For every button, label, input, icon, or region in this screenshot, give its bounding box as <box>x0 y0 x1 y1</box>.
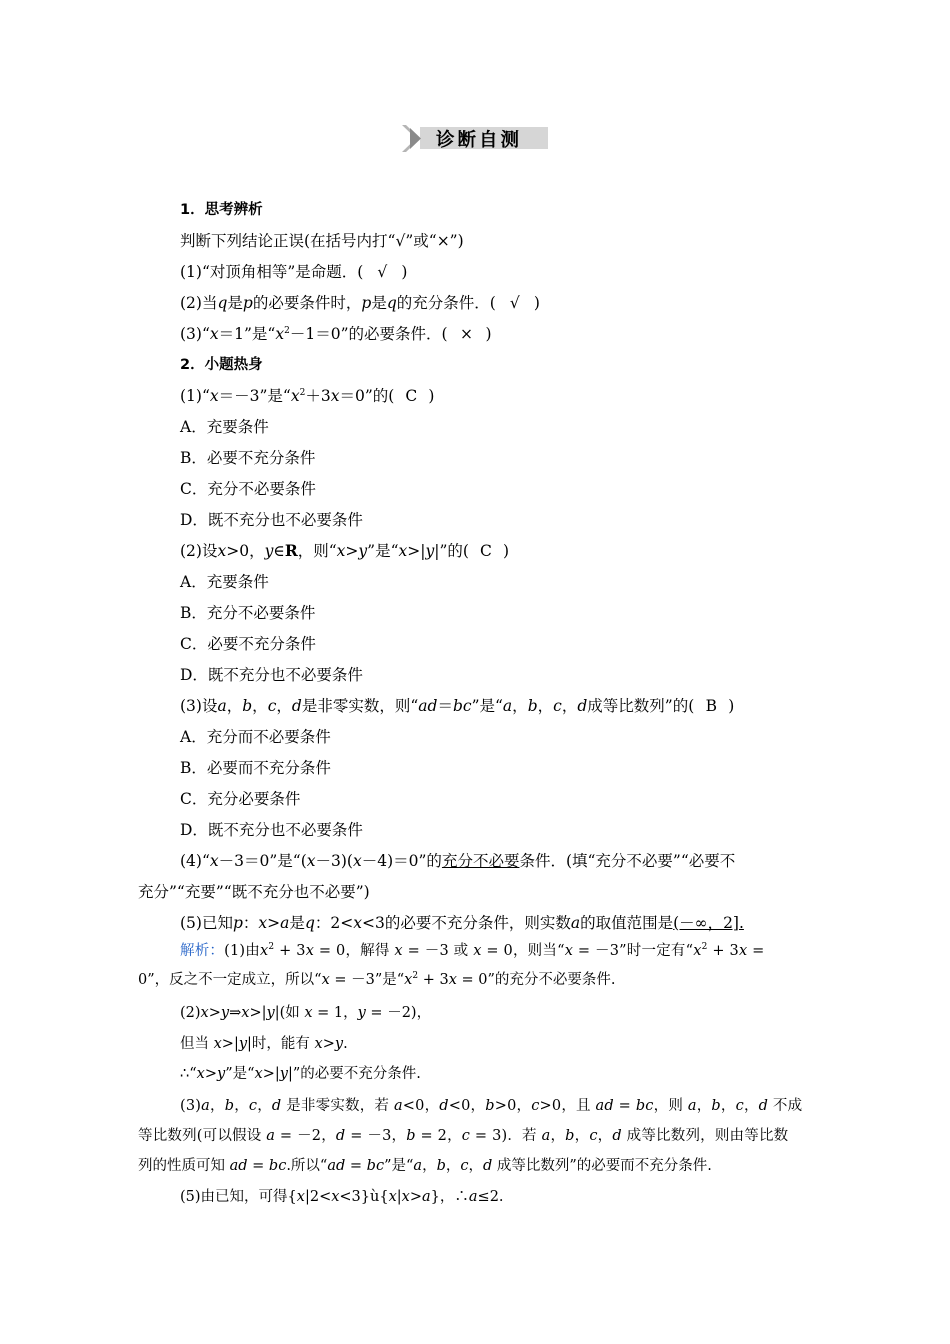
option: B．必要而不充分条件 <box>180 759 331 777</box>
option: C．充分必要条件 <box>180 790 301 808</box>
section-banner <box>402 125 548 152</box>
answer-choice: C <box>405 387 418 405</box>
section-1-heading: 1．思考辨析 <box>180 202 263 218</box>
solution-line-7: 等比数列(可以假设 a = －2，d = －3，b = 2，c = 3)．若 a，b，c，d 成等比数列，则由等比数 <box>138 1128 789 1144</box>
option: C．充分不必要条件 <box>180 480 316 498</box>
solution-line-2: 0”，反之不一定成立，所以“x = －3”是“$x^2 + 3x = 0$”的充分不必要条件. <box>138 971 616 988</box>
option: B．充分不必要条件 <box>180 604 316 622</box>
answer-choice: C <box>480 542 492 560</box>
answer-mark: √ <box>509 294 520 312</box>
problem-2: (2)设x>0，y∈R，则“x>y”是“x>|y|”的( C ) <box>180 541 510 560</box>
solution-line-6: (3)a，b，c，d 是非零实数，若 a<0，d<0，b>0，c>0，且 ad = bc，则 a，b，c，d 不成 <box>180 1098 803 1114</box>
problem-4: (4)“x－3＝0”是“(x－3)(x－4)＝0”的充分不必要条件．(填“充分不必要”“必要不 <box>180 852 736 870</box>
judge-item-1: (1)“对顶角相等”是命题．( √ ) <box>180 263 408 281</box>
solution-line-8: 列的性质可知 ad = bc.所以“ad = bc”是“a，b，c，d 成等比数列”的必要而不充分条件. <box>138 1158 712 1174</box>
solution-line-5: ∴“x>y”是“x>|y|”的必要不充分条件. <box>180 1066 421 1082</box>
judge-item-2: (2)当q是p的必要条件时，p是q的充分条件．( √ ) <box>180 294 540 312</box>
answer-mark: √ <box>377 263 388 281</box>
option: A．充要条件 <box>180 573 269 591</box>
option: D．既不充分也不必要条件 <box>180 821 363 839</box>
judge-item-3: (3)“x＝1”是“$x^2-1=0$”的必要条件．( × ) <box>180 325 492 343</box>
problem-1: (1)“x＝－3”是“$x^2+3x=0$”的( C ) <box>180 387 435 405</box>
solution-line-3: (2)x>y⇒x>|y|(如 x = 1，y = －2)， <box>180 1005 432 1021</box>
problem-5: (5)已知p：x>a是q：2<x<3的必要不充分条件，则实数a的取值范围是(－∞，2]. <box>180 914 744 932</box>
problem-3: (3)设a，b，c，d是非零实数，则“ad＝bc”是“a，b，c，d成等比数列”的( B ) <box>180 697 735 715</box>
option: A．充要条件 <box>180 418 269 436</box>
option: C．必要不充分条件 <box>180 635 316 653</box>
option: D．既不充分也不必要条件 <box>180 511 363 529</box>
option: A．充分而不必要条件 <box>180 728 331 746</box>
solution-line-4: 但当 x>|y|时，能有 x>y. <box>180 1036 348 1052</box>
solution-label: 解析： <box>180 943 225 959</box>
fill-blank-answer: (－∞，2]. <box>673 914 744 932</box>
section-2-heading: 2．小题热身 <box>180 357 263 373</box>
solution-line-9: (5)由已知，可得{x|2<x<3}ù{x|x>a}，∴a≤2. <box>180 1189 504 1205</box>
fill-blank-answer: 充分不必要 <box>441 852 520 870</box>
banner-title: 诊断自测 <box>436 130 523 151</box>
answer-mark: × <box>460 325 474 343</box>
option: D．既不充分也不必要条件 <box>180 666 363 684</box>
problem-4-continued: 充分”“充要”“既不充分也不必要”) <box>138 883 370 901</box>
solution-line-1: 解析：(1)由$x^2 + 3x = 0$，解得 x = －3 或 x = 0，则当“x = －3”时一定有“$x^2 + 3x$ = <box>180 942 765 959</box>
section-1-intro: 判断下列结论正误(在括号内打“√”或“×”) <box>180 232 464 250</box>
option: B．必要不充分条件 <box>180 449 316 467</box>
answer-choice: B <box>705 697 717 715</box>
